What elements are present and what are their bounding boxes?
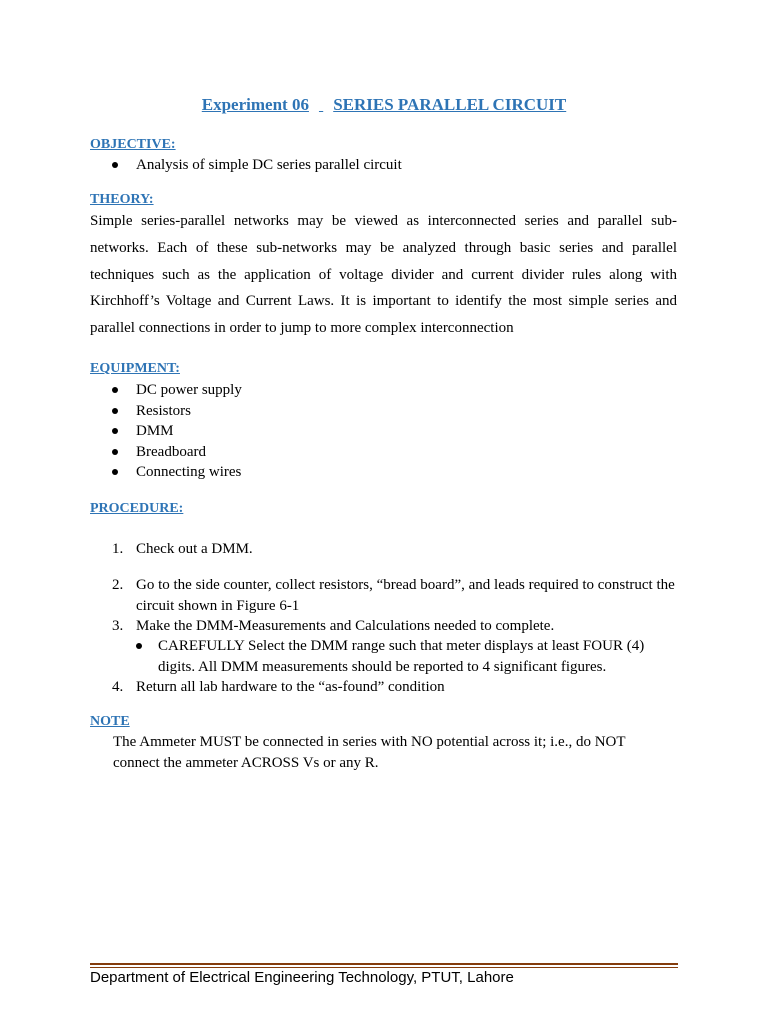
sub-bullet-text: CAREFULLY Select the DMM range such that meter displays at least FOUR (4) digits. All DMM measurements should be reported to 4 significant figures. <box>158 638 645 675</box>
bullet-icon <box>112 469 118 475</box>
equipment-list <box>112 380 242 483</box>
bullet-icon <box>112 449 118 455</box>
step-number: 4. <box>112 679 124 695</box>
bullet-icon <box>136 643 142 649</box>
bullet-icon <box>112 387 118 393</box>
footer-text: Department of Electrical Engineering Technology, PTUT, Lahore <box>90 969 514 986</box>
procedure-heading: PROCEDURE: <box>90 501 184 516</box>
list-item: Connecting wires <box>112 462 242 483</box>
note-heading: NOTE <box>90 714 130 729</box>
step-text: Return all lab hardware to the “as-found” condition <box>136 679 445 695</box>
equipment-heading: EQUIPMENT: <box>90 361 180 376</box>
page-title <box>0 95 768 115</box>
step-number: 2. <box>112 577 124 593</box>
list-item: DC power supply <box>112 380 242 401</box>
list-item: Resistors <box>112 401 242 422</box>
step-text: Check out a DMM. <box>136 541 253 557</box>
objective-list <box>112 155 402 176</box>
list-item: DMM <box>112 421 242 442</box>
bullet-icon <box>112 428 118 434</box>
step-number: 3. <box>112 618 124 634</box>
footer-divider-thin <box>90 967 678 968</box>
step-number: 1. <box>112 541 124 557</box>
experiment-number: Experiment 06 <box>201 95 309 114</box>
step-text: Make the DMM-Measurements and Calculations needed to complete. <box>136 618 555 634</box>
objective-heading: OBJECTIVE: <box>90 137 176 152</box>
list-item: Analysis of simple DC series parallel circuit <box>112 155 402 176</box>
footer-divider <box>90 963 678 965</box>
theory-heading: THEORY: <box>90 192 154 207</box>
theory-paragraph: Simple series-parallel networks may be viewed as interconnected series and parallel sub-networks. Each of these sub-networks may be analyzed through basic series and parallel techniques such as the application of voltage divider and current divider rules along with Kirchhoff’s Voltage and Current Laws. It is important to identify the most simple series and parallel connections in order to jump to more complex interconnection <box>90 213 677 337</box>
note-paragraph: The Ammeter MUST be connected in series with NO potential across it; i.e., do NOT connect the ammeter ACROSS Vs or any R. <box>113 734 626 771</box>
bullet-icon <box>112 162 118 168</box>
experiment-name: SERIES PARALLEL CIRCUIT <box>333 95 567 114</box>
list-item: Breadboard <box>112 442 242 463</box>
step-text: Go to the side counter, collect resistors, “bread board”, and leads required to construct the circuit shown in Figure 6-1 <box>136 577 675 614</box>
bullet-icon <box>112 408 118 414</box>
